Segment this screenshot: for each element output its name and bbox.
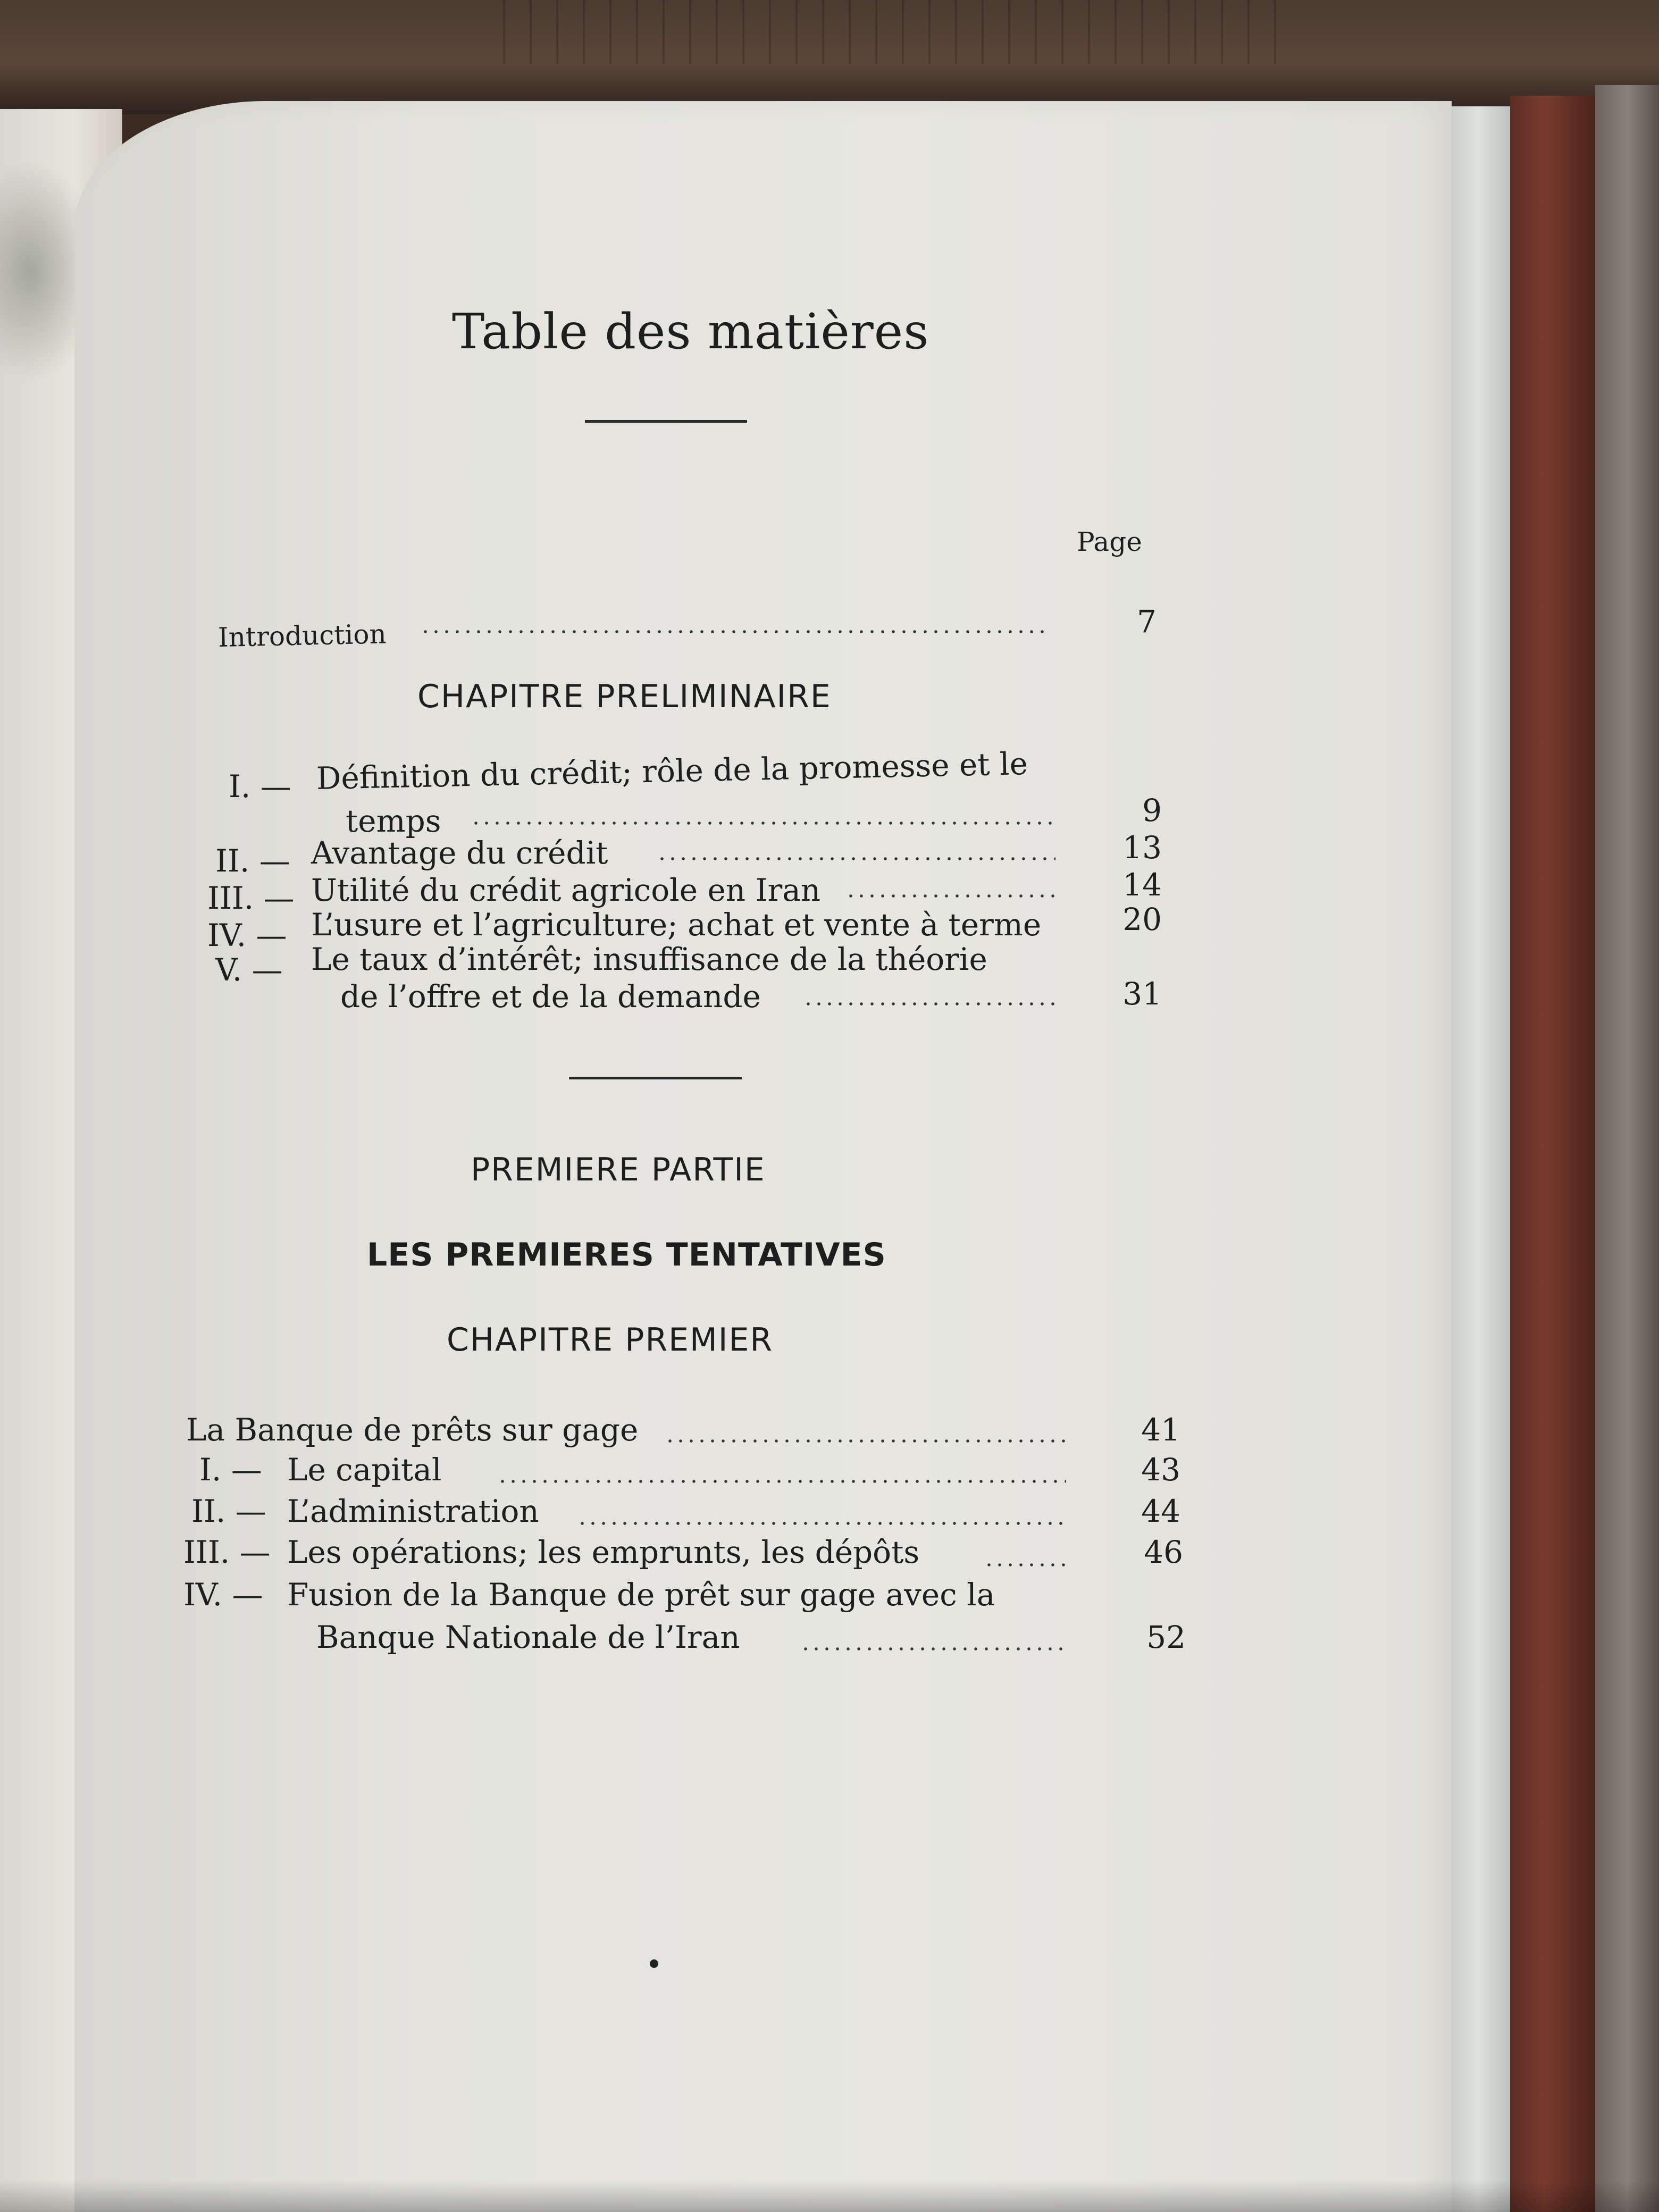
ink-speck [650,1959,658,1968]
dot-leader [845,894,1055,898]
toc-entry-title: Le taux d’intérêt; insuffisance de la théorie [311,941,987,977]
toc-entry-number: IV. — [183,1577,263,1613]
toc-entry-number: II. — [191,1493,266,1529]
dot-leader [577,1522,1066,1525]
dot-leader [803,1002,1058,1006]
part-heading: PREMIERE PARTIE [471,1151,766,1188]
toc-entry-number: IV. — [207,917,287,953]
toc-entry-number: III. — [207,880,295,916]
page-title: Table des matières [452,303,929,360]
toc-entry-page: 43 [1141,1452,1180,1488]
toc-entry-page: 52 [1146,1619,1186,1655]
toc-introduction-label: Introduction [217,618,387,653]
toc-entry-number: I. — [199,1452,262,1488]
toc-entry-number: II. — [215,843,290,879]
toc-entry-title-continued: Banque Nationale de l’Iran [316,1619,740,1655]
toc-entry-number: III. — [183,1534,271,1570]
toc-entry-title: Les opérations; les emprunts, les dépôts [287,1534,920,1570]
dot-leader [800,1647,1069,1650]
toc-entry-page: 9 [1142,792,1162,828]
book-cover-edge [1510,96,1595,2212]
ruler-markings [479,0,1276,64]
dot-leader [420,630,1048,633]
toc-introduction-page: 7 [1137,604,1157,640]
toc-entry-title: Avantage du crédit [311,835,608,871]
part-subheading: LES PREMIERES TENTATIVES [367,1236,886,1273]
toc-entry-title: Le capital [287,1452,442,1488]
wood-surface-top [0,0,1659,114]
toc-entry-title: Utilité du crédit agricole en Iran [311,872,821,908]
toc-entry-title: Définition du crédit; rôle de la promesse et le [316,745,1028,797]
shadow [0,2180,1659,2212]
toc-entry-title: Fusion de la Banque de prêt sur gage avec la [287,1577,995,1613]
toc-entry-page: 44 [1141,1493,1180,1529]
section-rule [569,1077,742,1079]
dot-leader [665,1439,1066,1443]
toc-entry-page: 41 [1141,1412,1180,1448]
dot-leader [657,857,1055,860]
toc-entry-page: 31 [1122,976,1162,1012]
chapter-heading: CHAPITRE PREMIER [447,1321,774,1359]
toc-entry-title: L’administration [287,1493,539,1529]
toc-entry-number: I. — [229,768,291,805]
toc-entry-page: 14 [1122,867,1162,903]
title-rule [585,420,747,423]
page-column-label: Page [1077,526,1142,557]
toc-entry-title-continued: temps [346,803,441,839]
toc-entry-title: La Banque de prêts sur gage [186,1412,639,1448]
toc-entry-title: L’usure et l’agriculture; achat et vente à terme [311,907,1042,943]
toc-entry-page: 20 [1122,901,1162,937]
dot-leader [471,822,1055,825]
toc-entry-number: V. — [215,952,283,988]
toc-entry-page: 46 [1144,1534,1183,1570]
page-stack-edge [1446,106,1510,2212]
dot-leader [984,1563,1066,1566]
wood-surface-right [1595,85,1659,2212]
toc-entry-title-continued: de l’offre et de la demande [340,978,761,1015]
toc-entry-page: 13 [1122,830,1162,866]
section-heading-preliminary: CHAPITRE PRELIMINAIRE [417,678,832,715]
dot-leader [497,1480,1066,1483]
